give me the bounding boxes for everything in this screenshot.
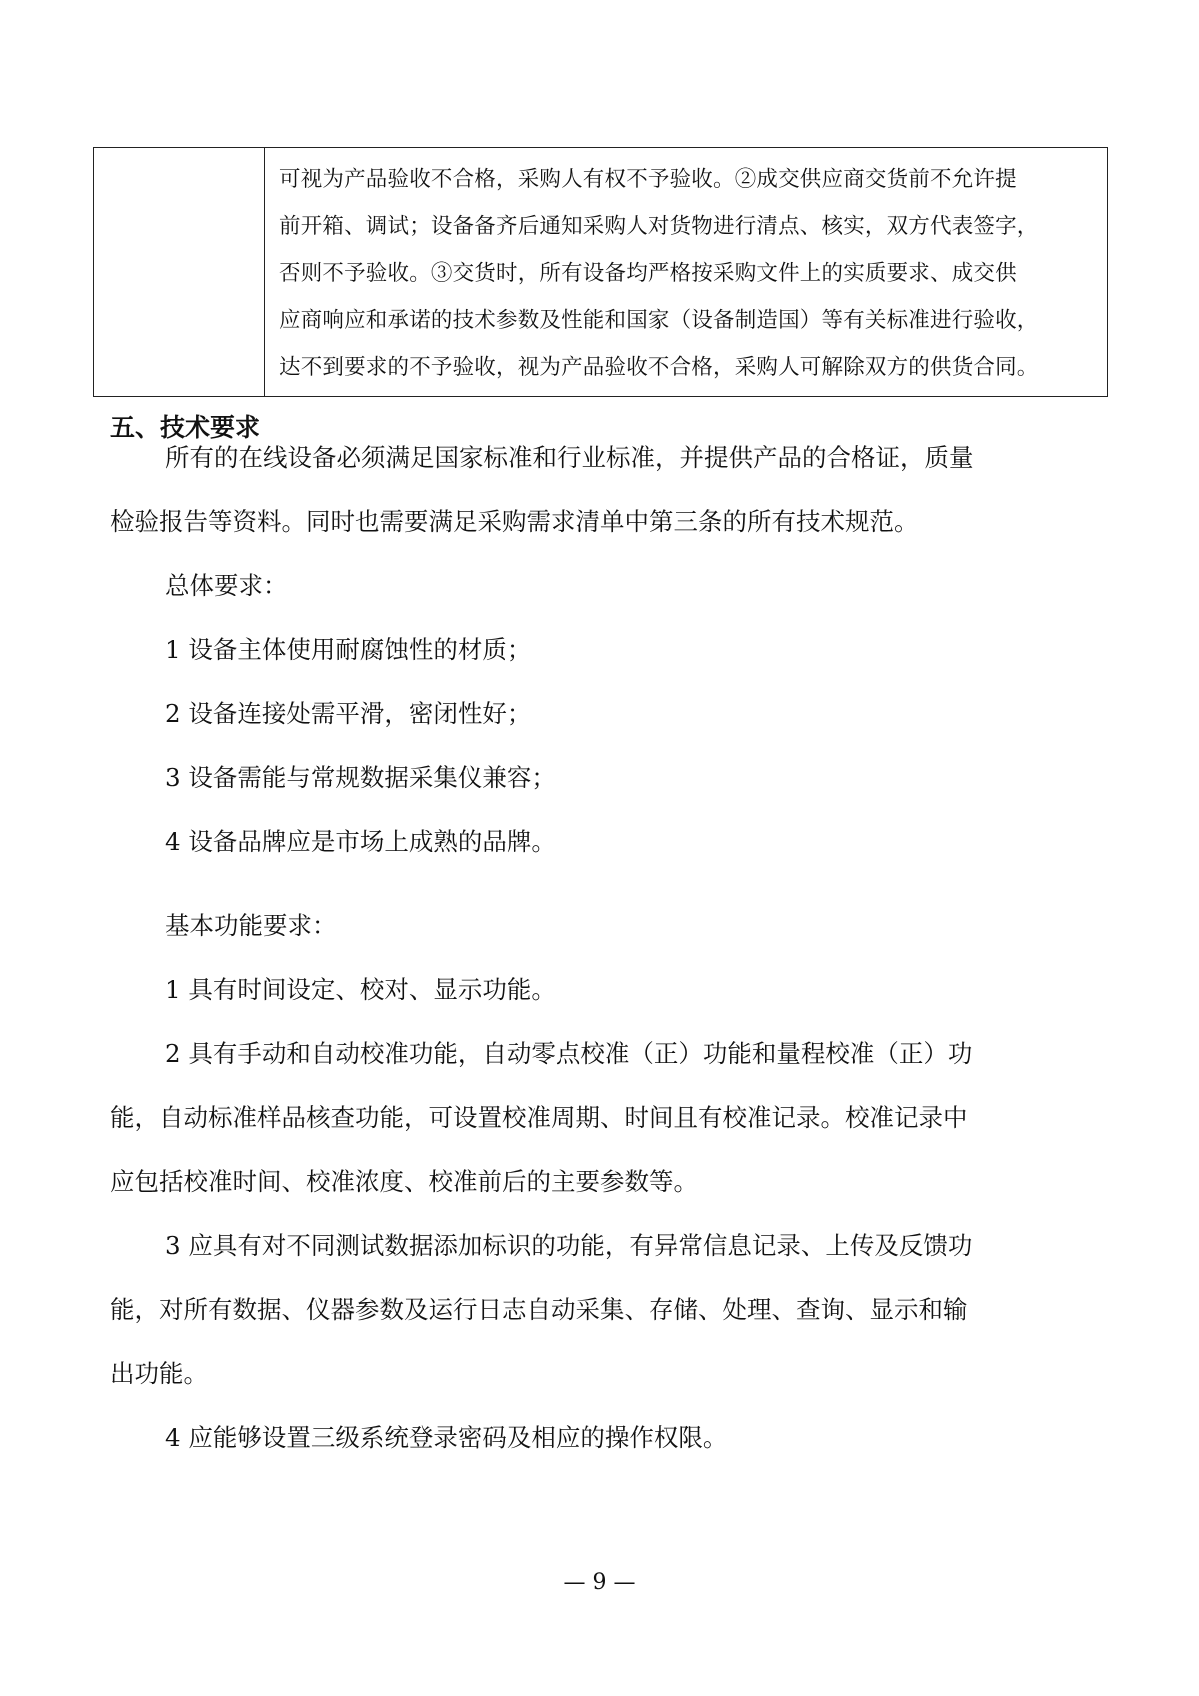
list-item-continuation: 能，自动标准样品核查功能，可设置校准周期、时间且有校准记录。校准记录中 xyxy=(110,1103,968,1132)
list-item: 1 设备主体使用耐腐蚀性的材质； xyxy=(165,635,532,664)
list-item: 2 具有手动和自动校准功能，自动零点校准（正）功能和量程校准（正）功 xyxy=(165,1039,973,1068)
table-text-line: 达不到要求的不予验收，视为产品验收不合格，采购人可解除双方的供货合同。 xyxy=(279,355,1039,380)
list-item: 2 设备连接处需平滑，密闭性好； xyxy=(165,699,532,728)
paragraph-line: 所有的在线设备必须满足国家标准和行业标准，并提供产品的合格证，质量 xyxy=(165,443,974,472)
list-item-continuation: 能，对所有数据、仪器参数及运行日志自动采集、存储、处理、查询、显示和输 xyxy=(110,1295,968,1324)
general-requirements xyxy=(110,554,1110,874)
list-item-continuation: 出功能。 xyxy=(110,1359,208,1388)
list-item-continuation: 应包括校准时间、校准浓度、校准前后的主要参数等。 xyxy=(110,1167,698,1196)
function-requirements-title: 基本功能要求： xyxy=(165,911,337,940)
list-item: 3 设备需能与常规数据采集仪兼容； xyxy=(165,763,556,792)
table-text-line: 前开箱、调试；设备备齐后通知采购人对货物进行清点、核实，双方代表签字， xyxy=(279,214,1039,239)
list-item: 4 设备品牌应是市场上成熟的品牌。 xyxy=(165,827,556,856)
acceptance-table-fragment xyxy=(93,147,1108,397)
list-item: 3 应具有对不同测试数据添加标识的功能，有异常信息记录、上传及反馈功 xyxy=(165,1231,973,1260)
page-number: — 9 — xyxy=(563,1570,636,1595)
table-text-line: 可视为产品验收不合格，采购人有权不予验收。②成交供应商交货前不允许提 xyxy=(279,167,1017,192)
general-requirements-title: 总体要求： xyxy=(165,571,288,600)
table-left-cell xyxy=(94,148,265,396)
function-requirements xyxy=(110,894,1110,1470)
intro-paragraph xyxy=(110,426,1110,554)
table-right-cell xyxy=(265,148,1107,396)
section-heading: 五、技术要求 xyxy=(110,413,261,442)
table-text-line: 应商响应和承诺的技术参数及性能和国家（设备制造国）等有关标准进行验收， xyxy=(279,308,1039,333)
list-item: 4 应能够设置三级系统登录密码及相应的操作权限。 xyxy=(165,1423,728,1452)
list-item: 1 具有时间设定、校对、显示功能。 xyxy=(165,975,556,1004)
table-text-line: 否则不予验收。③交货时，所有设备均严格按采购文件上的实质要求、成交供 xyxy=(279,261,1017,286)
paragraph-line: 检验报告等资料。同时也需要满足采购需求清单中第三条的所有技术规范。 xyxy=(110,507,919,536)
